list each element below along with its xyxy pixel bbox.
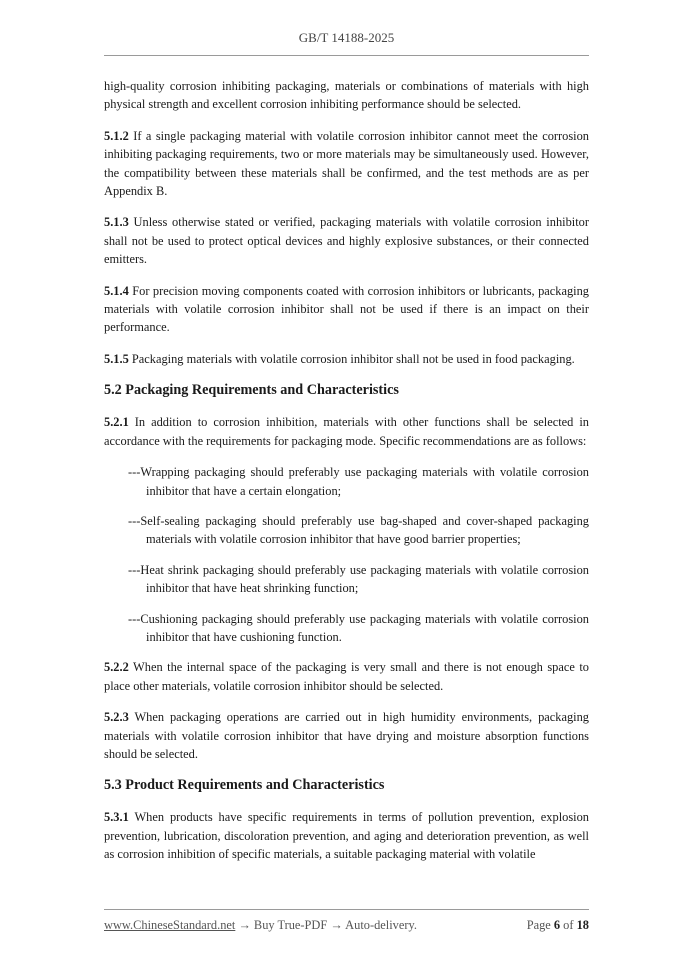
clause-number: 5.1.2: [104, 128, 129, 143]
clause-5-3-1: [104, 808, 589, 863]
clause-number: 5.1.3: [104, 215, 129, 230]
footer-promo-text: → Buy True-PDF → Auto-delivery.: [235, 918, 417, 932]
header-divider: [104, 55, 589, 56]
current-page: 6: [553, 918, 561, 932]
clause-number: 5.2.2: [104, 660, 129, 675]
footer-divider: [104, 909, 589, 910]
page-content: [104, 77, 589, 877]
clause-number: 5.1.4: [104, 283, 129, 298]
clause-text: When the internal space of the packaging is very small and there is not enough space to place other materials, volatile corrosion inhibitor should be selected.: [104, 660, 589, 693]
page-number: [527, 918, 589, 933]
clause-5-1-5: [104, 350, 589, 368]
clause-number: 5.1.5: [104, 351, 129, 366]
clause-number: 5.2.3: [104, 710, 129, 725]
clause-5-2-1: [104, 413, 589, 450]
list-item: ---Wrapping packaging should preferably use packaging materials with volatile corrosion inhibitor that have a certain elongation;: [128, 465, 589, 498]
footer-promo: [104, 918, 417, 933]
list-item: ---Heat shrink packaging should preferably use packaging materials with volatile corrosion inhibitor that have heat shrinking function;: [128, 562, 589, 596]
page-header: GB/T 14188-2025: [298, 30, 395, 45]
page-label: Page: [526, 918, 554, 932]
clause-number: 5.3.1: [104, 810, 129, 825]
page-of-label: of: [560, 918, 577, 932]
list-item: ---Self-sealing packaging should preferably use bag-shaped and cover-shaped packaging materials with volatile corrosion inhibitor that have good barrier properties;: [128, 513, 589, 547]
clause-5-2-3: [104, 708, 589, 763]
total-pages: 18: [576, 918, 589, 932]
clause-number: 5.2.1: [104, 415, 129, 430]
section-heading-5-2: 5.2 Packaging Requirements and Characteristics: [104, 382, 399, 399]
clause-text: When packaging operations are carried out in high humidity environments, packaging materials with volatile corrosion inhibitor that have drying and moisture absorption functions should be selected.: [104, 710, 589, 761]
clause-text: When products have specific requirements in terms of pollution prevention, explosion prevention, lubrication, discoloration prevention, and aging and deterioration prevention, as well as corrosion inhibition of specific materials, a suitable packaging material with volatile: [104, 810, 589, 862]
clause-5-1-2: [104, 127, 589, 201]
section-heading-5-3: 5.3 Product Requirements and Characteristics: [104, 777, 385, 794]
list-item: ---Cushioning packaging should preferably use packaging materials with volatile corrosion inhibitor that have cushioning function.: [128, 611, 589, 644]
clause-text: For precision moving components coated with corrosion inhibitors or lubricants, packaging materials with volatile corrosion inhibitor shall not be used if there is an impact on their performance.: [104, 283, 589, 335]
clause-5-2-2: [104, 658, 589, 695]
clause-text: If a single packaging material with volatile corrosion inhibitor cannot meet the corrosion inhibiting packaging requirements, two or more materials may be simultaneously used. However, the compatibility between these materials shall be confirmed, and the test methods are as per Appendix B.: [104, 128, 589, 199]
clause-5-1-3: [104, 213, 589, 268]
clause-text: Packaging materials with volatile corrosion inhibitor shall not be used in food packaging.: [128, 351, 575, 366]
clause-text: Unless otherwise stated or verified, packaging materials with volatile corrosion inhibitor shall not be used to protect optical devices and highly explosive substances, or their connected emitters.: [104, 215, 589, 267]
intro-paragraph: high-quality corrosion inhibiting packaging, materials or combinations of materials with high physical strength and excellent corrosion inhibiting performance should be selected.: [104, 79, 589, 112]
clause-5-1-4: [104, 282, 589, 337]
website-link[interactable]: www.ChineseStandard.net: [104, 918, 236, 932]
clause-text: In addition to corrosion inhibition, materials with other functions shall be selected in accordance with the requirements for packaging mode. Specific recommendations are as follows:: [104, 415, 589, 448]
